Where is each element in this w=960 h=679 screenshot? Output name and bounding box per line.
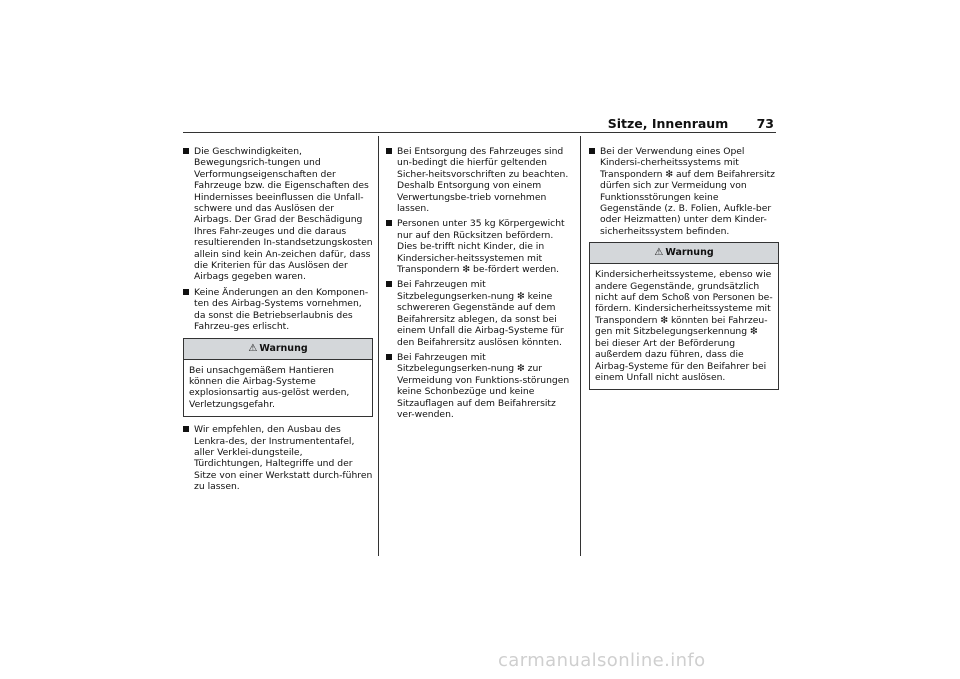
bullet-item: Keine Änderungen an den Komponen-ten des Airbag-Systems vornehmen, da sonst die Betriebserlaubnis des Fahrzeu-ges erlischt. — [183, 287, 373, 333]
bullet-item: Bei Fahrzeugen mit Sitzbelegungserken-nung ❇ zur Vermeidung von Funktions-störungen keine Schonbezüge und keine Sitzauflagen auf dem Beifahrersitz ver-wenden. — [386, 352, 576, 420]
column-2 — [386, 146, 576, 424]
warning-text: Bei unsachgemäßem Hantieren können die Airbag-Systeme explosionsartig aus-gelöst werden, Verletzungsgefahr. — [189, 364, 350, 410]
page-header — [608, 116, 774, 131]
section-title: Sitze, Innenraum — [607, 116, 729, 131]
header-rule — [183, 132, 776, 133]
bullet-item: Bei der Verwendung eines Opel Kindersi-cherheitssystems mit Transpondern ❇ auf dem Beifahrersitz dürfen sich zur Vermeidung von Funktionsstörungen keine Gegenstände (z. B. Folien, Aufkle-ber oder Heizmatten) unter dem Kinder-sicherheitssystem befinden. — [589, 146, 779, 237]
warning-header — [184, 339, 372, 360]
warning-title: Warnung — [259, 342, 308, 354]
bullet-item: Die Geschwindigkeiten, Bewegungsrich-tungen und Verformungseigenschaften der Fahrzeuge bzw. die Eigenschaften des Hindernisses beeinflussen die Unfall-schwere und das Auslösen der Airbags. Der Grad der Beschädigung Ihres Fahr-zeuges und die daraus resultierenden In-standsetzungskosten allein sind kein An-zeichen dafür, dass die Kriterien für das Auslösen der Airbags gegeben waren. — [183, 146, 373, 283]
page-number: 73 — [756, 116, 774, 131]
bullet-item: Bei Fahrzeugen mit Sitzbelegungserken-nung ❇ keine schwereren Gegenstände auf dem Beifahrersitz ablegen, da sonst bei einem Unfall die Airbag-Systeme für den Beifahrersitz auslösen könnten. — [386, 279, 576, 347]
warning-box — [589, 242, 779, 390]
column-1 — [183, 146, 373, 497]
warning-title: Warnung — [665, 247, 714, 259]
warning-box — [183, 338, 373, 418]
warning-triangle-icon: ⚠ — [654, 247, 664, 259]
column-3 — [589, 146, 779, 397]
bullet-item: Wir empfehlen, den Ausbau des Lenkra-des, der Instrumententafel, aller Verklei-dungsteile, Türdichtungen, Haltegriffe und der Sitze von einer Werkstatt durch-führen zu lassen. — [183, 424, 373, 492]
column-divider-2 — [580, 136, 581, 556]
warning-triangle-icon: ⚠ — [248, 342, 258, 354]
bullet-item: Bei Entsorgung des Fahrzeuges sind un-bedingt die hierfür geltenden Sicher-heitsvorschriften zu beachten. Deshalb Entsorgung von einem Verwertungsbe-trieb vornehmen lassen. — [386, 146, 576, 214]
bullet-item: Personen unter 35 kg Körpergewicht nur auf den Rücksitzen befördern. Dies be-trifft nicht Kinder, die in Kindersicher-heitssystemen mit Transpondern ❇ be-fördert werden. — [386, 218, 576, 275]
warning-text: Kindersicherheitssysteme, ebenso wie andere Gegenstände, grundsätzlich nicht auf dem Schoß von Personen be-fördern. Kindersicherheitssysteme mit Transpondern ❇ könnten bei Fahrzeu-gen mit Sitzbelegungserkennung ❇ bei dieser Art der Beförderung außerdem dazu führen, dass die Airbag-Systeme für den Beifahrer bei einem Unfall nicht auslösen. — [595, 269, 773, 383]
watermark: carmanualsonline.info — [498, 650, 706, 671]
column-divider-1 — [378, 136, 379, 556]
warning-header — [590, 243, 778, 264]
